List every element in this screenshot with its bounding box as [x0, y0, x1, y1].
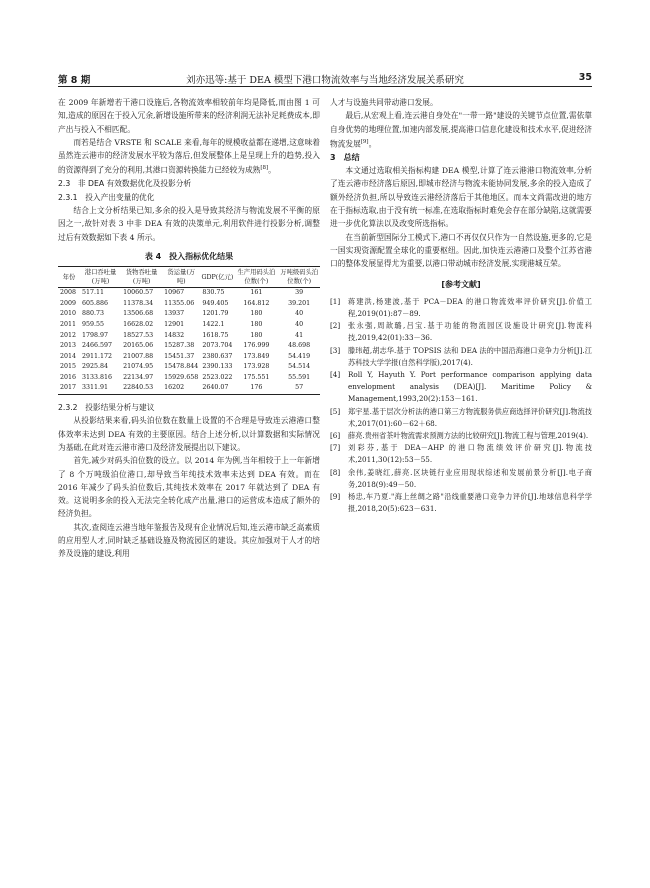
- table-row: [58, 299, 320, 310]
- reference-number: [9]: [330, 491, 341, 501]
- table-cell: 10967: [164, 289, 185, 297]
- reference-item: [330, 442, 592, 466]
- reference-item: [330, 406, 592, 430]
- table-cell: 176.999: [243, 342, 270, 350]
- table-cell: 3311.91: [82, 384, 109, 392]
- citation: [8]: [260, 165, 269, 172]
- issue-number: 第 8 期: [58, 75, 91, 86]
- table-cell: 18527.53: [123, 331, 154, 339]
- paragraph: 结合上文分析结果已知,多余的投入是导致其经济与物流发展不平衡的原因之一,故针对表 3 中非 DEA 有效的决策单元,利用软件进行投影分析,调整过后有效数据如下表 4 所示。: [58, 205, 320, 242]
- table-title: 表 4 投入指标优化结果: [144, 251, 234, 261]
- table-cell: 880.73: [82, 310, 105, 318]
- reference-text: 蒋建洪,杨建波,基于 PCA－DEA 的港口物流效率评价研究[J].价值工程,2019(01):87－89.: [348, 296, 592, 318]
- table-cell: 22840.53: [123, 384, 154, 392]
- table-cell: 20165.06: [123, 342, 154, 350]
- right-column: [330, 96, 592, 515]
- table-header-cell: 货物吞吐量(万吨): [125, 269, 158, 286]
- table-cell: 1618.75: [202, 331, 229, 339]
- reference-item: [330, 296, 592, 320]
- table-cell: 164.812: [243, 299, 270, 307]
- references-title: [参考文献]: [441, 280, 481, 290]
- table-cell: 54.419: [288, 352, 311, 360]
- table-cell: 605.886: [82, 299, 109, 307]
- reference-item: [330, 345, 592, 369]
- table-cell: 16202: [164, 384, 185, 392]
- reference-number: [7]: [330, 443, 341, 453]
- table-row: [58, 373, 320, 384]
- table-cell: 54.514: [288, 363, 311, 371]
- reference-item: [330, 430, 592, 442]
- table-cell: 176: [250, 384, 263, 392]
- table-cell: 21074.95: [123, 363, 154, 371]
- left-column: [58, 96, 320, 561]
- section-heading-2-3-2: 2.3.2 投影结果分析与建议: [58, 403, 155, 413]
- table-cell: 959.55: [82, 320, 105, 328]
- table-row: [58, 341, 320, 352]
- table-cell: 2073.704: [202, 342, 233, 350]
- table-cell: 14832: [164, 331, 185, 339]
- table-cell: 39.201: [288, 299, 311, 307]
- table-cell: 3133.816: [82, 373, 113, 381]
- paragraph: 本文通过选取相关指标构建 DEA 模型,计算了连云港港口物流效率,分析了连云港市经济落后原因,即城市经济与物流未能协同发展,多余的投入造成了额外经济负担,所以导致连云港经济落后于其他地区。而本文尚需改进的地方在于指标选取,由于没有统一标准,在选取指标时难免会存在部分缺陷,这就需要进一步优化算法以及改变所选指标。: [330, 166, 592, 229]
- reference-text: 薛亮.贵州省茶叶物流需求预测方法的比较研究[J].物流工程与管理,2019(4).: [348, 430, 589, 440]
- table-cell: 2008: [60, 289, 77, 297]
- reference-text: Roll Y, Hayuth Y. Port performance comparison applying data envelopment analysis (DEA)[J]. Maritime Policy & Management,1993,20(2):153－161.: [348, 369, 592, 404]
- table-cell: 2012: [60, 331, 77, 339]
- table-cell: 15929.658: [164, 373, 199, 381]
- table-cell: 2015: [60, 363, 77, 371]
- table-row: [58, 320, 320, 331]
- table-cell: 1201.79: [202, 310, 229, 318]
- header-rule: [58, 86, 592, 87]
- reference-item: [330, 467, 592, 491]
- table-cell: 21007.88: [123, 352, 154, 360]
- table-cell: 1798.97: [82, 331, 109, 339]
- table-cell: 11355.06: [164, 299, 195, 307]
- reference-number: [6]: [330, 430, 341, 440]
- reference-item: [330, 491, 592, 515]
- table-row: [58, 288, 320, 299]
- reference-list: [330, 296, 592, 516]
- table-row: [58, 309, 320, 320]
- table-row: [58, 362, 320, 373]
- table-cell: 55.591: [288, 373, 311, 381]
- reference-number: [8]: [330, 467, 341, 477]
- table-header-cell: 生产用码头泊位数(个): [237, 269, 276, 286]
- table-cell: 517.11: [82, 289, 105, 297]
- results-table: [58, 266, 320, 395]
- table-cell: 2911.172: [82, 352, 113, 360]
- table-cell: 173.849: [243, 352, 270, 360]
- table-cell: 2011: [60, 320, 77, 328]
- table-cell: 40: [295, 310, 304, 318]
- table-cell: 2380.637: [202, 352, 233, 360]
- table-cell: 175.551: [243, 373, 270, 381]
- table-cell: 173.928: [243, 363, 270, 371]
- reference-number: [5]: [330, 406, 341, 416]
- table-cell: 949.405: [202, 299, 229, 307]
- table-row: [58, 352, 320, 363]
- table-cell: 22134.97: [123, 373, 154, 381]
- table-cell: 2523.022: [202, 373, 233, 381]
- table-cell: 180: [250, 310, 263, 318]
- table-cell: 13506.68: [123, 310, 154, 318]
- section-heading-2-3-1: 2.3.1 投入产出变量的优化: [58, 192, 155, 202]
- paragraph: 在当前新型国际分工模式下,港口不再仅仅只作为一自然设施,更多的,它是一国实现资源配置全球化的重要枢纽。因此,加快连云港港口及整个江苏省港口的整体发展显得尤为重要,以港口带动城市经济发展,实现港城互荣。: [330, 232, 592, 269]
- table-row: [58, 383, 320, 394]
- reference-text: 刘彩芬,基于 DEA－AHP 的港口物流绩效评价研究[J].物流技术,2011,30(12):53－55.: [348, 443, 592, 465]
- table-header-cell: 万吨级码头泊位数(个): [280, 269, 319, 286]
- table-cell: 15478.844: [164, 363, 199, 371]
- table-cell: 2010: [60, 310, 77, 318]
- paragraph: 从投影结果来看,码头泊位数在数量上设置的不合理是导致连云港港口整体效率未达到 DEA 有效的主要原因。结合上述分析,以计算数据和实际情况为基础,在此对连云港市港口及经济发展提出以下建议。: [58, 416, 320, 452]
- table-row: [58, 331, 320, 342]
- table-cell: 1422.1: [202, 320, 225, 328]
- table-cell: 12901: [164, 320, 185, 328]
- citation: [9]: [360, 138, 369, 145]
- table-cell: 16628.02: [123, 320, 154, 328]
- page-number: 35: [578, 72, 592, 83]
- reference-number: [1]: [330, 296, 341, 306]
- page-header: [58, 72, 592, 86]
- section-heading-2-3: 2.3 非 DEA 有效数据优化及投影分析: [58, 179, 192, 189]
- table-cell: 830.75: [202, 289, 225, 297]
- table-header-cell: 港口吞吐量(万吨): [84, 269, 117, 286]
- table-cell: 180: [250, 320, 263, 328]
- table-cell: 39: [295, 289, 304, 297]
- table-cell: 48.698: [288, 342, 311, 350]
- reference-item: [330, 320, 592, 344]
- reference-item: [330, 369, 592, 406]
- table-cell: 15287.38: [164, 342, 195, 350]
- table-cell: 180: [250, 331, 263, 339]
- running-title: 刘亦迅等:基于 DEA 模型下港口物流效率与当地经济发展关系研究: [186, 75, 464, 86]
- table-cell: 15451.37: [164, 352, 195, 360]
- table-cell: 2466.597: [82, 342, 113, 350]
- paragraph: 其次,查阅连云港当地年鉴报告及现有企业情况后知,连云港市缺乏高素质的应用型人才,同时缺乏基础设施及物流园区的建设。其应加强对于人才的培养及设施的建设,利用: [58, 522, 320, 559]
- table-cell: 40: [295, 320, 304, 328]
- table-cell: 41: [295, 331, 304, 339]
- table-cell: 2390.133: [202, 363, 233, 371]
- reference-number: [4]: [330, 369, 341, 379]
- table-cell: 2014: [60, 352, 77, 360]
- table-cell: 2016: [60, 373, 77, 381]
- reference-text: 张永强,周歆璐,吕宝.基于功能的物流园区设施设计研究[J].物流科技,2019,42(01):33－36.: [348, 321, 592, 343]
- paragraph: 而若是结合 VRSTE 和 SCALE 来看,每年的规模收益都在递增,这意味着虽然连云港市的经济发展水平较为落后,但发展整体上是呈现上升的趋势,投入的资源得到了充分的利用,其港口资源转换能力已经较为成熟[8]。: [58, 137, 320, 176]
- reference-text: 余伟,姜晓红,薛亮.区块链行业应用现状综述和发展前景分析[J].电子商务,2018(9):49－50.: [348, 467, 592, 489]
- paragraph: 在 2009 年新增若干港口设施后,各物流效率相较前年均是降低,而由图 1 可知,造成的原因在于投入冗余,新增设施所带来的经济利润无法补足耗费成本,即产出与投入不相匹配。: [58, 98, 320, 134]
- reference-text: 郑宇星.基于层次分析法的港口第三方物流服务供应商选择评价研究[J].物流技术,2017(01):60－62＋68.: [348, 406, 592, 428]
- paragraph: 最后,从宏观上看,连云港自身处在"一带一路"建设的关键节点位置,需依靠自身优势的地理位置,加速内部发展,提高港口信息化建设和技术水平,促进经济物流发展[9]。: [330, 111, 592, 149]
- table-cell: 2925.84: [82, 363, 109, 371]
- table-cell: 57: [295, 384, 304, 392]
- table-cell: 10060.57: [123, 289, 154, 297]
- table-cell: 13937: [164, 310, 185, 318]
- table-cell: 2013: [60, 342, 77, 350]
- reference-text: 杨忠,车乃夏."海上丝绸之路"沿线重要港口竞争力评价[J].地球信息科学学报,2018,20(5):623－631.: [348, 491, 592, 514]
- table-cell: 2017: [60, 384, 77, 392]
- table-cell: 161: [250, 289, 263, 297]
- table-cell: 2640.07: [202, 384, 229, 392]
- reference-number: [3]: [330, 345, 341, 355]
- table-header-row: [58, 267, 320, 288]
- table-header-cell: GDP(亿元): [201, 273, 234, 281]
- reference-number: [2]: [330, 321, 341, 331]
- table-header-cell: 货运量(万吨): [167, 269, 196, 286]
- table-cell: 2009: [60, 299, 77, 307]
- paragraph: 人才与设施共同带动港口发展。: [330, 98, 438, 107]
- paragraph: 首先,减少对码头泊位数的设立。以 2014 年为例,当年相较于上一年新增了 8 个万吨级泊位港口,却导致当年纯技术效率未达到 DEA 有效。而在 2016 年减少了码头泊位数后,其纯技术效率在 2017 年就达到了 DEA 有效。这说明多余的投入无法完全转化成产出量,港口的运营成本造成了额外的经济负担。: [58, 456, 320, 519]
- table-cell: 11378.34: [123, 299, 154, 307]
- table-header-cell: 年份: [62, 273, 76, 281]
- section-heading-3: 3 总结: [330, 152, 360, 162]
- reference-text: 滕玮超,胡志华.基于 TOPSIS 法和 DEA 法的中国沿海港口竞争力分析[J].江苏科技大学学报(自然科学版),2017(4).: [348, 345, 592, 367]
